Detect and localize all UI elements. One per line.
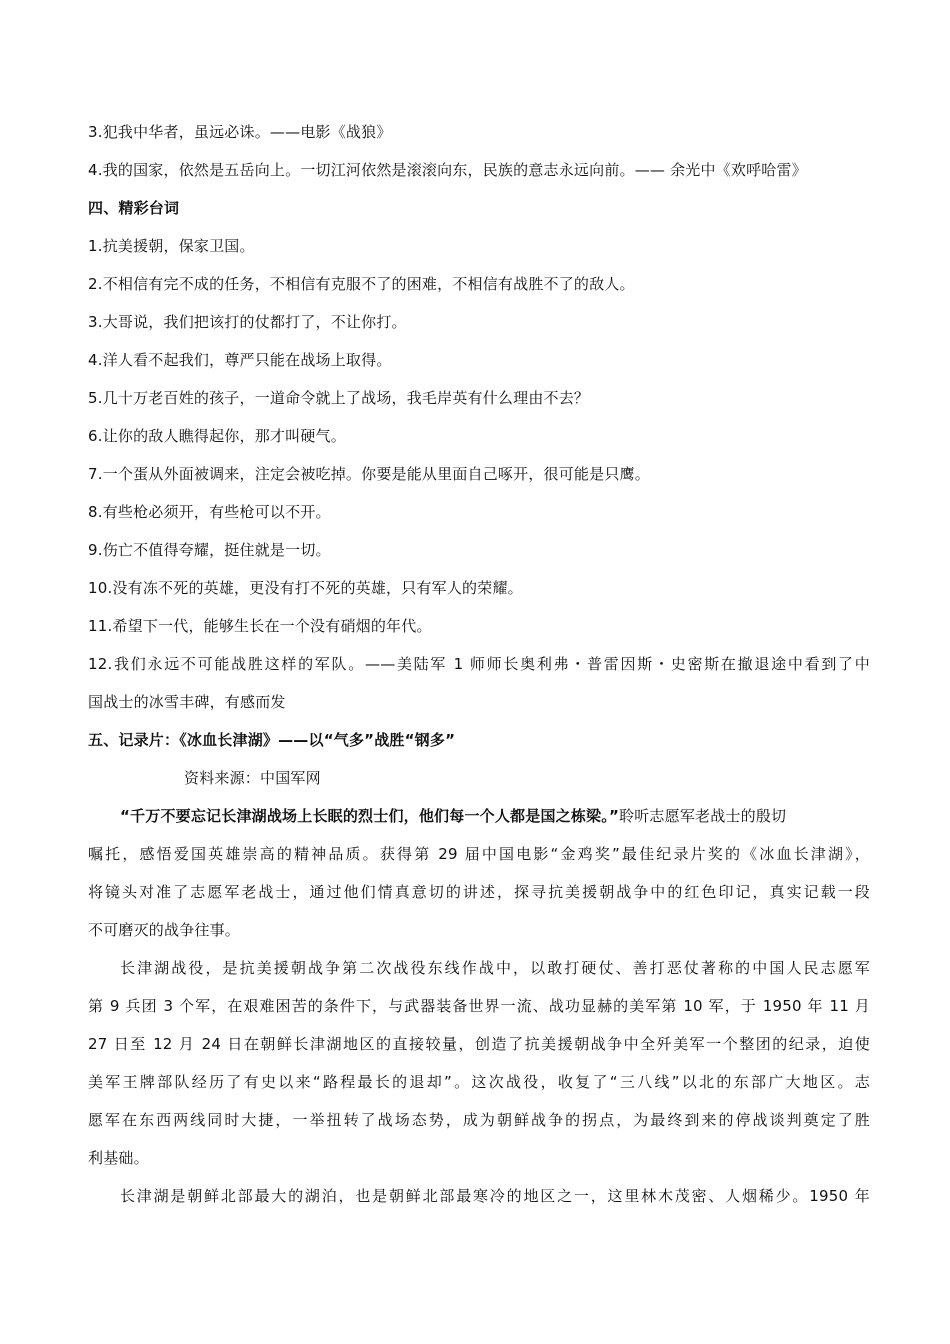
paragraph1-line1-rest: 聆听志愿军老战士的殷切 — [619, 807, 787, 825]
paragraph1-line4: 不可磨灭的战争往事。 — [88, 921, 241, 939]
source-note: 资料来源：中国军网 — [184, 769, 321, 787]
paragraph1-line2: 嘱托，感悟爱国英雄崇高的精神品质。获得第 29 届中国电影“金鸡奖”最佳纪录片奖的《冰血长津湖》， — [88, 845, 870, 863]
line-item-12-part2: 国战士的冰雪丰碑，有感而发 — [88, 693, 286, 711]
paragraph3-line1: 长津湖是朝鲜北部最大的湖泊，也是朝鲜北部最寒冷的地区之一，这里林木茂密、人烟稀少。1950 年 — [120, 1187, 870, 1205]
line-item-6: 6.让你的敌人瞧得起你，那才叫硬气。 — [88, 427, 346, 445]
quote-4: 4.我的国家，依然是五岳向上。一切江河依然是滚滚向东，民族的意志永远向前。—— 余光中《欢呼哈雷》 — [88, 161, 807, 179]
paragraph2-line3: 27 日至 12 月 24 日在朝鲜长津湖地区的直接较量，创造了抗美援朝战争中全歼美军一个整团的纪录，迫使 — [88, 1035, 870, 1053]
paragraph2-line2: 第 9 兵团 3 个军，在艰难困苦的条件下，与武器装备世界一流、战功显赫的美军第 10 军，于 1950 年 11 月 — [88, 997, 870, 1015]
line-item-4: 4.洋人看不起我们，尊严只能在战场上取得。 — [88, 351, 392, 369]
paragraph2-line6: 利基础。 — [88, 1149, 149, 1167]
line-item-1: 1.抗美援朝，保家卫国。 — [88, 237, 255, 255]
line-item-7: 7.一个蛋从外面被调来，注定会被吃掉。你要是能从里面自己啄开，很可能是只鹰。 — [88, 465, 650, 483]
line-item-9: 9.伤亡不值得夸耀，挺住就是一切。 — [88, 541, 331, 559]
line-item-12-part1: 12.我们永远不可能战胜这样的军队。——美陆军 1 师师长奥利弗・普雷因斯・史密斯在撤退途中看到了中 — [88, 655, 870, 673]
opening-quote: “千万不要忘记长津湖战场上长眠的烈士们，他们每一个人都是国之栋梁。” — [120, 807, 620, 825]
quote-3: 3.犯我中华者，虽远必诛。——电影《战狼》 — [88, 123, 392, 141]
paragraph1-line3: 将镜头对准了志愿军老战士，通过他们情真意切的讲述，探寻抗美援朝战争中的红色印记，真实记载一段 — [88, 883, 870, 901]
paragraph2-line4: 美军王牌部队经历了有史以来“路程最长的退却”。这次战役，收复了“三八线”以北的东部广大地区。志 — [88, 1073, 870, 1091]
line-item-8: 8.有些枪必须开，有些枪可以不开。 — [88, 503, 331, 521]
section5-heading: 五、记录片：《冰血长津湖》——以“气多”战胜“钢多” — [88, 731, 456, 749]
section4-heading: 四、精彩台词 — [88, 199, 180, 217]
line-item-2: 2.不相信有完不成的任务，不相信有克服不了的困难，不相信有战胜不了的敌人。 — [88, 275, 635, 293]
paragraph1-line1 — [120, 806, 870, 826]
paragraph2-line1: 长津湖战役，是抗美援朝战争第二次战役东线作战中，以敢打硬仗、善打恶仗著称的中国人民志愿军 — [120, 959, 870, 977]
line-item-5: 5.几十万老百姓的孩子，一道命令就上了战场，我毛岸英有什么理由不去？ — [88, 389, 590, 407]
paragraph2-line5: 愿军在东西两线同时大捷，一举扭转了战场态势，成为朝鲜战争的拐点，为最终到来的停战谈判奠定了胜 — [88, 1111, 870, 1129]
line-item-11: 11.希望下一代，能够生长在一个没有硝烟的年代。 — [88, 617, 432, 635]
line-item-10: 10.没有冻不死的英雄，更没有打不死的英雄，只有军人的荣耀。 — [88, 579, 523, 597]
line-item-3: 3.大哥说，我们把该打的仗都打了，不让你打。 — [88, 313, 407, 331]
